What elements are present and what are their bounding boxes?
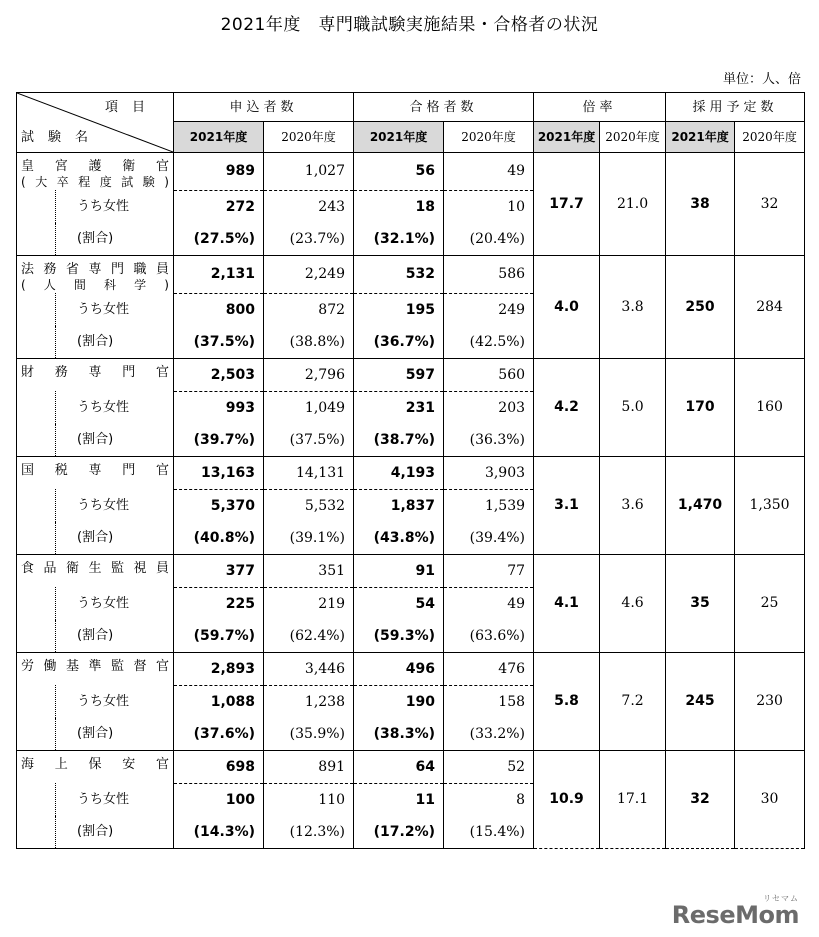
passed-2020: 586 <box>444 255 534 293</box>
applicants-2021: 698 <box>174 750 264 783</box>
female-applicants-2020: 1,049 <box>264 391 354 424</box>
planned-2021: 250 <box>666 255 735 358</box>
applicants-2020: 891 <box>264 750 354 783</box>
exam-name-cell <box>17 358 174 391</box>
ratio-label: (割合) <box>17 620 174 653</box>
planned-2020: 160 <box>735 358 805 456</box>
ratio-label: (割合) <box>17 816 174 849</box>
female-passed-2020: 1,539 <box>444 489 534 522</box>
planned-2020: 230 <box>735 652 805 750</box>
resemom-logo <box>671 894 799 929</box>
header-corner <box>17 93 174 153</box>
passed-2020: 476 <box>444 652 534 685</box>
planned-2020: 25 <box>735 554 805 652</box>
multiplier-2021: 3.1 <box>534 456 600 554</box>
planned-2021: 38 <box>666 153 735 256</box>
female-label: うち女性 <box>17 685 174 718</box>
exam-row <box>17 358 805 391</box>
female-app-ratio-2020: (39.1%) <box>264 522 354 555</box>
header-year-2020: 2020年度 <box>444 122 534 153</box>
female-app-ratio-2020: (23.7%) <box>264 223 354 256</box>
female-passed-2020: 49 <box>444 587 534 620</box>
female-passed-2021: 231 <box>354 391 444 424</box>
logo-text: ReseMom <box>671 901 799 929</box>
female-label: うち女性 <box>17 190 174 223</box>
exam-name: 国税専門官 <box>21 462 169 478</box>
female-pass-ratio-2020: (42.5%) <box>444 326 534 359</box>
passed-2021: 532 <box>354 255 444 293</box>
unit-label: 単位：人、倍 <box>722 72 801 87</box>
exam-row <box>17 750 805 783</box>
exam-name-cell <box>17 456 174 489</box>
female-pass-ratio-2021: (38.3%) <box>354 718 444 751</box>
female-passed-2021: 18 <box>354 190 444 223</box>
header-year-2020: 2020年度 <box>735 122 805 153</box>
passed-2020: 560 <box>444 358 534 391</box>
multiplier-2021: 4.0 <box>534 255 600 358</box>
female-label: うち女性 <box>17 783 174 816</box>
planned-2021: 1,470 <box>666 456 735 554</box>
exam-name-cell <box>17 153 174 191</box>
female-passed-2020: 249 <box>444 293 534 326</box>
applicants-2021: 13,163 <box>174 456 264 489</box>
results-table <box>16 92 805 849</box>
applicants-2021: 2,503 <box>174 358 264 391</box>
female-app-ratio-2021: (37.5%) <box>174 326 264 359</box>
female-pass-ratio-2020: (63.6%) <box>444 620 534 653</box>
exam-name-cell <box>17 255 174 293</box>
female-pass-ratio-2020: (15.4%) <box>444 816 534 849</box>
header-year-2021: 2021年度 <box>666 122 735 153</box>
planned-2020: 284 <box>735 255 805 358</box>
exam-name: 労働基準監督官 <box>21 658 169 674</box>
planned-2020: 30 <box>735 750 805 848</box>
ratio-label: (割合) <box>17 223 174 256</box>
header-planned: 採用予定数 <box>666 93 805 122</box>
female-pass-ratio-2020: (39.4%) <box>444 522 534 555</box>
multiplier-2021: 10.9 <box>534 750 600 848</box>
female-pass-ratio-2021: (59.3%) <box>354 620 444 653</box>
passed-2021: 64 <box>354 750 444 783</box>
header-year-2021: 2021年度 <box>354 122 444 153</box>
exam-name-cell <box>17 652 174 685</box>
female-applicants-2020: 5,532 <box>264 489 354 522</box>
female-applicants-2020: 243 <box>264 190 354 223</box>
exam-name-cell <box>17 554 174 587</box>
female-label: うち女性 <box>17 293 174 326</box>
female-app-ratio-2020: (12.3%) <box>264 816 354 849</box>
logo-kana: リセマム <box>763 894 799 903</box>
exam-row <box>17 255 805 293</box>
exam-name: 食品衛生監視員 <box>21 560 169 576</box>
header-name-label: 試験名 <box>21 130 103 145</box>
female-applicants-2020: 110 <box>264 783 354 816</box>
planned-2020: 1,350 <box>735 456 805 554</box>
female-pass-ratio-2021: (36.7%) <box>354 326 444 359</box>
planned-2021: 32 <box>666 750 735 848</box>
exam-name: 法務省専門職員 <box>21 261 169 277</box>
exam-name: 財務専門官 <box>21 364 169 380</box>
female-app-ratio-2021: (14.3%) <box>174 816 264 849</box>
female-app-ratio-2021: (59.7%) <box>174 620 264 653</box>
multiplier-2020: 5.0 <box>600 358 666 456</box>
female-applicants-2020: 872 <box>264 293 354 326</box>
exam-name: 皇宮護衛官 <box>21 159 169 174</box>
female-app-ratio-2021: (39.7%) <box>174 424 264 457</box>
applicants-2020: 2,249 <box>264 255 354 293</box>
female-applicants-2021: 1,088 <box>174 685 264 718</box>
female-applicants-2020: 1,238 <box>264 685 354 718</box>
header-year-2021: 2021年度 <box>534 122 600 153</box>
female-pass-ratio-2020: (20.4%) <box>444 223 534 256</box>
header-year-2020: 2020年度 <box>600 122 666 153</box>
female-app-ratio-2020: (38.8%) <box>264 326 354 359</box>
exam-name-cell <box>17 750 174 783</box>
header-multiplier: 倍率 <box>534 93 666 122</box>
header-item-label: 項目 <box>104 100 159 115</box>
exam-subname: (人間科学) <box>21 278 169 292</box>
passed-2020: 3,903 <box>444 456 534 489</box>
female-app-ratio-2021: (27.5%) <box>174 223 264 256</box>
multiplier-2021: 17.7 <box>534 153 600 256</box>
applicants-2021: 377 <box>174 554 264 587</box>
header-passed: 合格者数 <box>354 93 534 122</box>
applicants-2021: 2,131 <box>174 255 264 293</box>
female-passed-2020: 158 <box>444 685 534 718</box>
female-applicants-2020: 219 <box>264 587 354 620</box>
female-pass-ratio-2020: (36.3%) <box>444 424 534 457</box>
applicants-2020: 1,027 <box>264 153 354 191</box>
planned-2021: 245 <box>666 652 735 750</box>
multiplier-2021: 5.8 <box>534 652 600 750</box>
female-applicants-2021: 993 <box>174 391 264 424</box>
applicants-2021: 989 <box>174 153 264 191</box>
female-app-ratio-2020: (35.9%) <box>264 718 354 751</box>
multiplier-2021: 4.2 <box>534 358 600 456</box>
multiplier-2020: 7.2 <box>600 652 666 750</box>
multiplier-2020: 21.0 <box>600 153 666 256</box>
female-passed-2021: 11 <box>354 783 444 816</box>
female-pass-ratio-2021: (17.2%) <box>354 816 444 849</box>
table-body <box>17 153 805 849</box>
applicants-2021: 2,893 <box>174 652 264 685</box>
female-app-ratio-2020: (62.4%) <box>264 620 354 653</box>
applicants-2020: 2,796 <box>264 358 354 391</box>
planned-2021: 170 <box>666 358 735 456</box>
header-year-2020: 2020年度 <box>264 122 354 153</box>
female-pass-ratio-2021: (43.8%) <box>354 522 444 555</box>
female-label: うち女性 <box>17 587 174 620</box>
passed-2021: 91 <box>354 554 444 587</box>
header-year-2021: 2021年度 <box>174 122 264 153</box>
multiplier-2020: 17.1 <box>600 750 666 848</box>
applicants-2020: 351 <box>264 554 354 587</box>
ratio-label: (割合) <box>17 424 174 457</box>
exam-row <box>17 554 805 587</box>
passed-2020: 77 <box>444 554 534 587</box>
passed-2021: 496 <box>354 652 444 685</box>
exam-row <box>17 652 805 685</box>
female-passed-2020: 10 <box>444 190 534 223</box>
passed-2021: 597 <box>354 358 444 391</box>
female-passed-2021: 190 <box>354 685 444 718</box>
exam-name: 海上保安官 <box>21 756 169 772</box>
female-passed-2020: 203 <box>444 391 534 424</box>
female-app-ratio-2021: (37.6%) <box>174 718 264 751</box>
female-pass-ratio-2021: (32.1%) <box>354 223 444 256</box>
applicants-2020: 3,446 <box>264 652 354 685</box>
multiplier-2020: 3.6 <box>600 456 666 554</box>
female-app-ratio-2020: (37.5%) <box>264 424 354 457</box>
exam-row <box>17 456 805 489</box>
ratio-label: (割合) <box>17 326 174 359</box>
female-passed-2020: 8 <box>444 783 534 816</box>
exam-row <box>17 153 805 191</box>
female-applicants-2021: 225 <box>174 587 264 620</box>
female-pass-ratio-2020: (33.2%) <box>444 718 534 751</box>
passed-2020: 52 <box>444 750 534 783</box>
multiplier-2020: 3.8 <box>600 255 666 358</box>
female-pass-ratio-2021: (38.7%) <box>354 424 444 457</box>
female-applicants-2021: 272 <box>174 190 264 223</box>
female-applicants-2021: 5,370 <box>174 489 264 522</box>
female-passed-2021: 195 <box>354 293 444 326</box>
female-label: うち女性 <box>17 489 174 522</box>
female-app-ratio-2021: (40.8%) <box>174 522 264 555</box>
multiplier-2021: 4.1 <box>534 554 600 652</box>
exam-subname: (大卒程度試験) <box>21 175 169 190</box>
passed-2021: 56 <box>354 153 444 191</box>
female-label: うち女性 <box>17 391 174 424</box>
planned-2021: 35 <box>666 554 735 652</box>
passed-2021: 4,193 <box>354 456 444 489</box>
ratio-label: (割合) <box>17 522 174 555</box>
header-applicants: 申込者数 <box>174 93 354 122</box>
female-applicants-2021: 100 <box>174 783 264 816</box>
female-passed-2021: 1,837 <box>354 489 444 522</box>
ratio-label: (割合) <box>17 718 174 751</box>
female-applicants-2021: 800 <box>174 293 264 326</box>
planned-2020: 32 <box>735 153 805 256</box>
female-passed-2021: 54 <box>354 587 444 620</box>
passed-2020: 49 <box>444 153 534 191</box>
multiplier-2020: 4.6 <box>600 554 666 652</box>
page-title: 2021年度 専門職試験実施結果・合格者の状況 <box>220 15 599 35</box>
applicants-2020: 14,131 <box>264 456 354 489</box>
